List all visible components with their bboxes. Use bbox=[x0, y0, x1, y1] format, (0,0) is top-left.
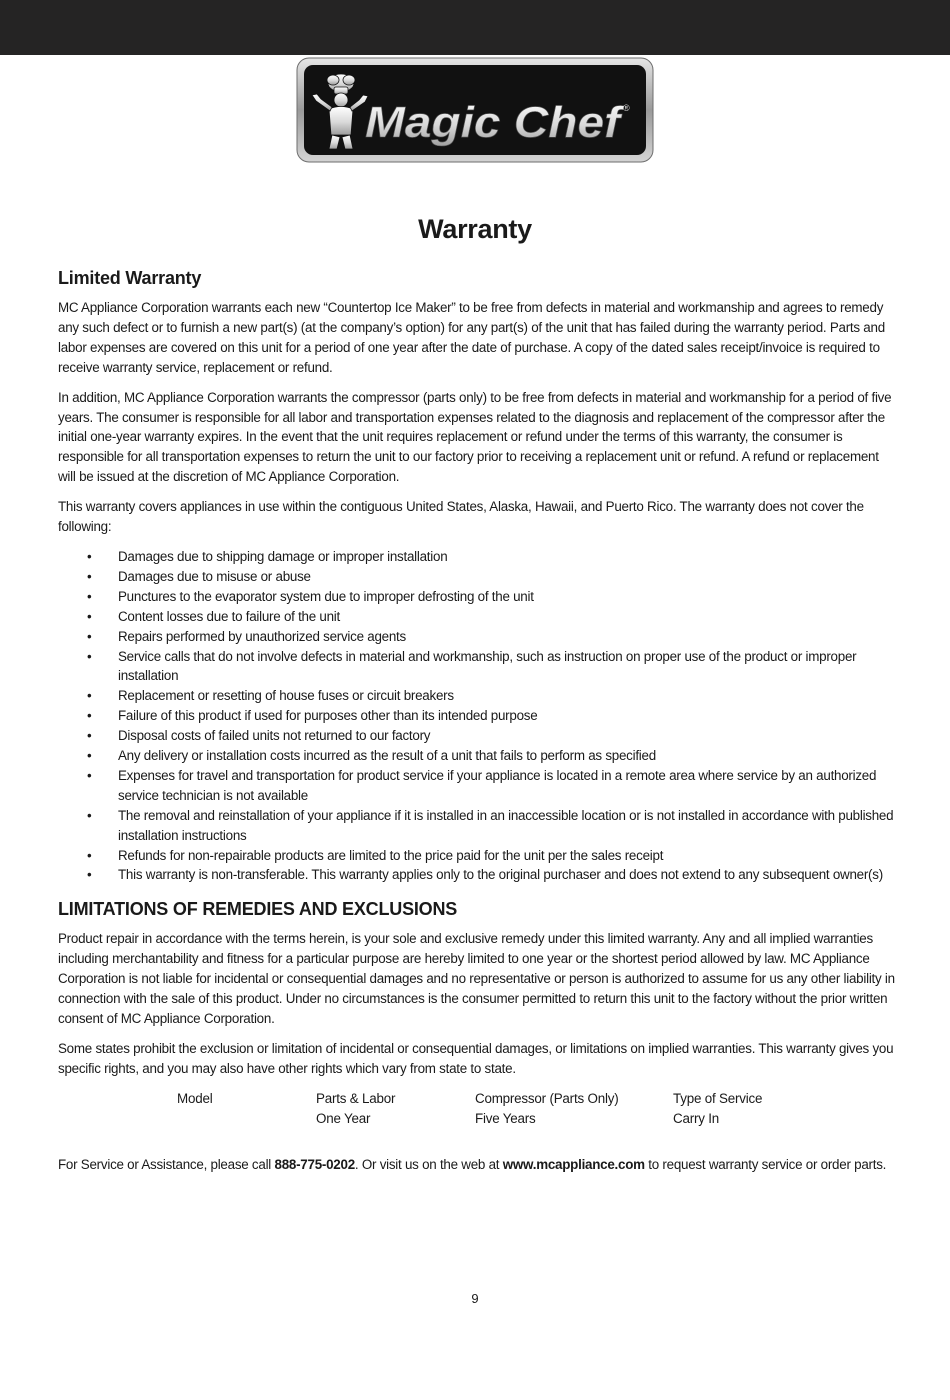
paragraph: Product repair in accordance with the terms herein, is your sole and exclusive remedy under this limited warranty. Any and all implied warranties including merchantability and fitness for a particular purpose are hereby limited to one year or the shortest period allowed by law. MC Appliance Corporation is not liable for incidental or consequential damages and no representative or person is authorized to assume for us any other liability in connection with the sale of this product. Under no circumstances is the consumer permitted to return this unit to the factory without the prior written consent of MC Appliance Corporation. bbox=[58, 931, 895, 1026]
limited-warranty-heading: Limited Warranty bbox=[58, 268, 202, 288]
list-item: • Expenses for travel and transportation for product service if your appliance is located in a remote area where service by an authorized service technician is not available bbox=[87, 767, 877, 803]
limited-warranty-section bbox=[58, 268, 896, 885]
list-item: • Replacement or resetting of house fuses or circuit breakers bbox=[58, 686, 896, 706]
warranty-content bbox=[58, 268, 896, 1185]
list-item: • Damages due to misuse or abuse bbox=[58, 567, 896, 587]
paragraph: In addition, MC Appliance Corporation warrants the compressor (parts only) to be free from defects in material and workmanship for a period of five years. The consumer is responsible for all labor and transportation expenses related to the diagnosis and replacement of the compressor after the initial one-year warranty expires. In the event that the unit requires replacement or refund under the terms of this warranty, the consumer is responsible for all transportation expenses to return the unit to our factory prior to receiving a replacement unit or refund. A refund or replacement will be issued at the discretion of MC Appliance Corporation. bbox=[58, 389, 892, 485]
service-website: www.mcappliance.com bbox=[502, 1156, 645, 1172]
bullet-icon: • bbox=[87, 648, 92, 664]
bullet-icon: • bbox=[87, 608, 92, 624]
service-phone: 888-775-0202 bbox=[274, 1156, 355, 1172]
bullet-icon: • bbox=[87, 568, 92, 584]
paragraph: This warranty covers appliances in use within the contiguous United States, Alaska, Hawaii, and Puerto Rico. The warranty does not cover the following: bbox=[58, 499, 864, 535]
coverage-table bbox=[58, 1089, 896, 1129]
compressor-value: Five Years bbox=[475, 1110, 536, 1126]
parts-labor-value: One Year bbox=[316, 1110, 371, 1126]
paragraph: Some states prohibit the exclusion or limitation of incidental or consequential damages, or limitations on implied warranties. This warranty gives you specific rights, and you may also have other rights which vary from state to state. bbox=[58, 1040, 894, 1076]
bullet-icon: • bbox=[87, 807, 92, 823]
list-item: • The removal and reinstallation of your appliance if it is installed in an inaccessible location or is not installed in accordance with published installation instructions bbox=[87, 807, 894, 843]
bullet-icon: • bbox=[87, 588, 92, 604]
paragraph: MC Appliance Corporation warrants each new “Countertop Ice Maker” to be free from defects in material and workmanship and agrees to remedy any such defect or to furnish a new part(s) (at the company’s option) for any part(s) of the unit that has failed during the warranty period. Parts and labor expenses are covered on this unit for a period of one year after the date of purchase. A copy of the dated sales receipt/invoice is required to receive warranty service, replacement or refund. bbox=[58, 300, 885, 375]
list-item: • This warranty is non-transferable. This warranty applies only to the original purchaser and does not extend to any subsequent owner(s) bbox=[58, 865, 896, 885]
bullet-icon: • bbox=[87, 628, 92, 644]
bullet-icon: • bbox=[87, 847, 92, 863]
list-item: • Service calls that do not involve defects in material and workmanship, such as instruction on proper use of the product or improper installation bbox=[87, 648, 857, 684]
bullet-icon: • bbox=[87, 748, 92, 764]
list-item: • Refunds for non-repairable products are limited to the price paid for the unit per the sales receipt bbox=[58, 846, 896, 866]
list-item: • Any delivery or installation costs incurred as the result of a unit that fails to perform as specified bbox=[58, 746, 896, 766]
service-type-value: Carry In bbox=[673, 1110, 720, 1126]
brand-logo bbox=[296, 57, 654, 163]
compressor-label: Compressor (Parts Only) bbox=[475, 1090, 619, 1106]
bullet-icon: • bbox=[87, 867, 92, 883]
exclusions-list bbox=[58, 547, 896, 885]
list-item: • Damages due to shipping damage or improper installation bbox=[58, 547, 896, 567]
page-title: Warranty bbox=[418, 214, 532, 244]
list-item: • Content losses due to failure of the unit bbox=[58, 607, 896, 627]
service-type-column bbox=[673, 1089, 762, 1129]
compressor-column bbox=[475, 1089, 618, 1129]
bullet-icon: • bbox=[87, 728, 92, 744]
parts-labor-column bbox=[316, 1089, 395, 1129]
service-type-label: Type of Service bbox=[673, 1090, 763, 1106]
model-column bbox=[177, 1089, 212, 1109]
list-item: • Failure of this product if used for purposes other than its intended purpose bbox=[58, 706, 896, 726]
bullet-icon: • bbox=[87, 767, 92, 783]
page-number: 9 bbox=[471, 1291, 479, 1306]
list-item: • Repairs performed by unauthorized service agents bbox=[58, 627, 896, 647]
bullet-icon: • bbox=[87, 688, 92, 704]
magic-chef-logo bbox=[296, 57, 654, 163]
limitations-heading: LIMITATIONS OF REMEDIES AND EXCLUSIONS bbox=[58, 899, 458, 920]
parts-labor-label: Parts & Labor bbox=[316, 1090, 396, 1106]
service-info: For Service or Assistance, please call 888-775-0202. Or visit us on the web at www.mcappliance.com to request warranty service or order parts. bbox=[58, 1156, 887, 1172]
limitations-section bbox=[58, 899, 896, 1078]
top-bar bbox=[0, 0, 950, 55]
logo-text: Magic Chef bbox=[365, 98, 625, 147]
bullet-icon: • bbox=[87, 708, 92, 724]
bullet-icon: • bbox=[87, 548, 92, 564]
list-item: • Punctures to the evaporator system due to improper defrosting of the unit bbox=[58, 587, 896, 607]
list-item: • Disposal costs of failed units not returned to our factory bbox=[58, 726, 896, 746]
registered-mark: ® bbox=[623, 103, 630, 113]
model-label: Model bbox=[177, 1090, 213, 1106]
